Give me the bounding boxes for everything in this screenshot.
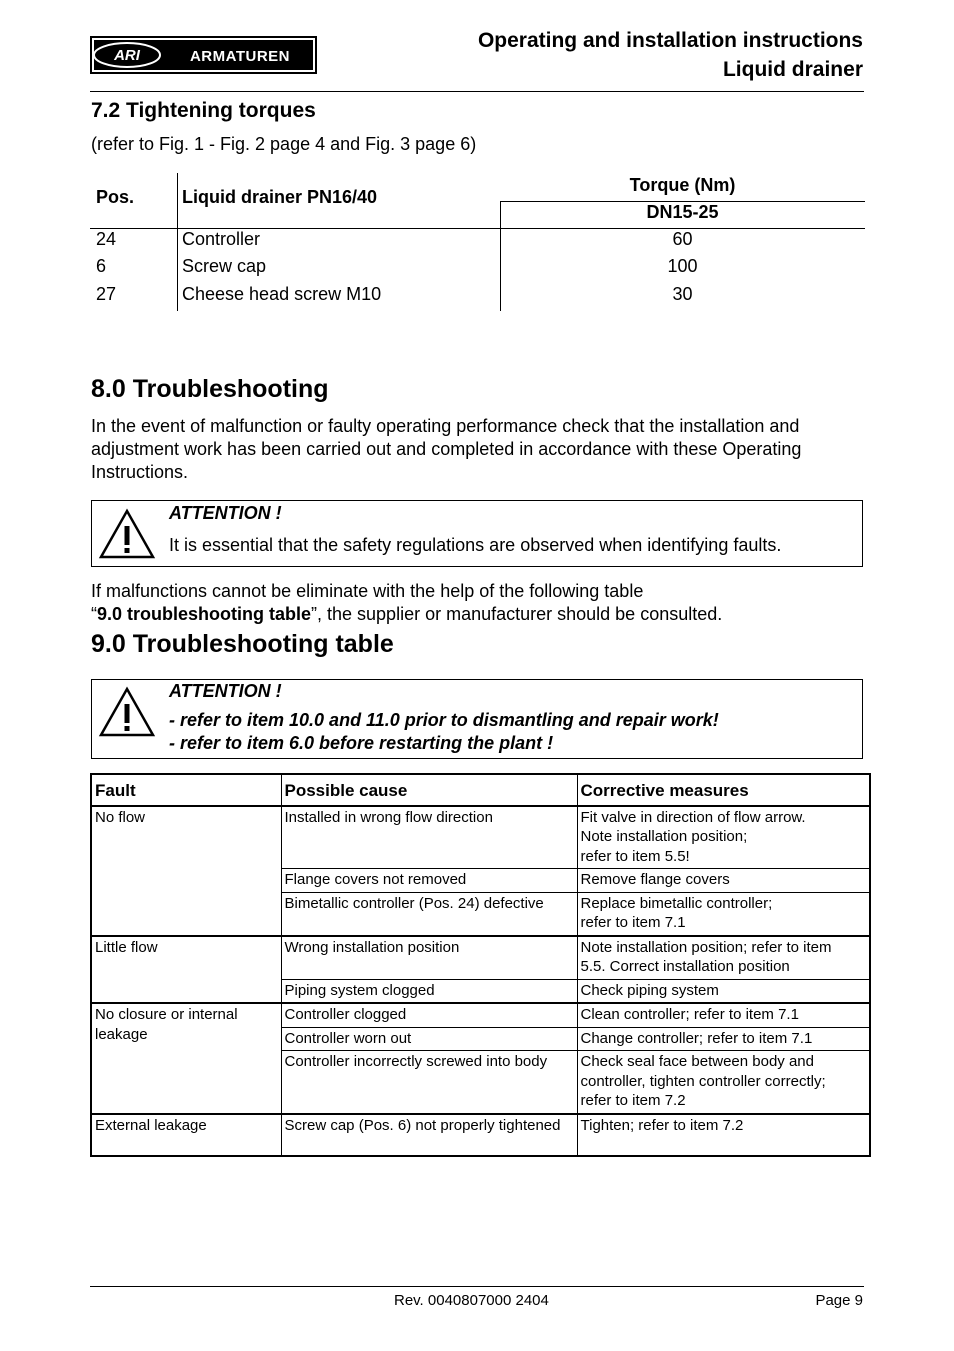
header-rule: [90, 91, 864, 92]
torque-row-part: Cheese head screw M10: [182, 284, 382, 304]
col-fault: Fault: [91, 774, 281, 806]
fault-cell: External leakage: [91, 1114, 281, 1156]
attention-box-repair: [91, 679, 863, 759]
consult-note-line2: “9.0 troubleshooting table”, the supplier or manufacturer should be consulted.: [91, 604, 723, 624]
torque-row-part: Screw cap: [182, 256, 267, 276]
fault-cell: Little flow: [91, 936, 281, 1004]
table-row: [91, 1003, 870, 1027]
measure-cell: Clean controller; refer to item 7.1: [577, 1003, 870, 1027]
footer-rule: [90, 1286, 864, 1287]
document-title-line2: Liquid drainer: [722, 58, 863, 81]
cause-cell: Controller worn out: [281, 1027, 577, 1051]
section-7-2-heading: 7.2 Tightening torques: [91, 99, 316, 122]
cause-cell: Controller incorrectly screwed into body: [281, 1051, 577, 1114]
intro-line: adjustment work has been carried out and completed in accordance with these Operating: [91, 439, 802, 459]
document-title-line1: Operating and installation instructions: [477, 29, 863, 52]
torque-row-value: 100: [667, 256, 698, 276]
cause-cell: Controller clogged: [281, 1003, 577, 1027]
consult-note-line1: If malfunctions cannot be eliminate with the help of the following table: [91, 581, 644, 601]
document-title: [478, 26, 863, 84]
cause-cell: Wrong installation position: [281, 936, 577, 980]
torque-row-value: 60: [672, 229, 693, 249]
cause-cell: Installed in wrong flow direction: [281, 806, 577, 869]
section-8-heading: 8.0 Troubleshooting: [91, 375, 329, 403]
torques-reference: (refer to Fig. 1 - Fig. 2 page 4 and Fig. 3 page 6): [91, 134, 477, 154]
ari-armaturen-logo: [90, 36, 317, 74]
cause-cell: Flange covers not removed: [281, 869, 577, 893]
col-corrective-measures: Corrective measures: [577, 774, 870, 806]
troubleshooting-table: [90, 773, 871, 1157]
torque-row-value: 30: [672, 284, 693, 304]
measure-cell: Replace bimetallic controller; refer to item 7.1: [577, 892, 870, 936]
fault-cell: No closure or internal leakage: [91, 1003, 281, 1114]
measure-cell: Change controller; refer to item 7.1: [577, 1027, 870, 1051]
torque-row-pos: 24: [96, 229, 117, 249]
logo-brand-text: ARMATUREN: [189, 48, 291, 65]
fault-cell: No flow: [91, 806, 281, 936]
torque-row-pos: 27: [96, 284, 117, 304]
measure-cell: Check seal face between body and controller, tighten controller correctly; refer to item 7.2: [577, 1051, 870, 1114]
cause-cell: Bimetallic controller (Pos. 24) defective: [281, 892, 577, 936]
torque-row-pos: 6: [96, 256, 107, 276]
intro-line: In the event of malfunction or faulty operating performance check that the installation and: [91, 416, 800, 436]
torque-col-pos: Pos.: [96, 187, 135, 207]
page-number: Page 9: [815, 1292, 863, 1309]
table-row: [91, 936, 870, 980]
measure-cell: Note installation position; refer to item 5.5. Correct installation position: [577, 936, 870, 980]
col-possible-cause: Possible cause: [281, 774, 577, 806]
attention-title: ATTENTION !: [169, 503, 282, 523]
attention-box-safety: [91, 500, 863, 567]
measure-cell: Remove flange covers: [577, 869, 870, 893]
torque-col-drainer: Liquid drainer PN16/40: [182, 187, 378, 207]
attention-line: - refer to item 6.0 before restarting the plant !: [169, 733, 554, 753]
table-header-row: [91, 774, 870, 806]
measure-cell: Fit valve in direction of flow arrow. Note installation position; refer to item 5.5!: [577, 806, 870, 869]
table-reference: 9.0 troubleshooting table: [97, 604, 312, 624]
torque-col-size: DN15-25: [646, 202, 719, 222]
measure-cell: Tighten; refer to item 7.2: [577, 1114, 870, 1156]
measure-cell: Check piping system: [577, 979, 870, 1003]
consult-note: [91, 580, 722, 626]
table-row: [91, 806, 870, 869]
cause-cell: Screw cap (Pos. 6) not properly tightened: [281, 1114, 577, 1156]
attention-title: ATTENTION !: [169, 681, 282, 701]
attention-text: It is essential that the safety regulations are observed when identifying faults.: [169, 535, 782, 555]
torque-col-torque: Torque (Nm): [629, 175, 736, 195]
table-row: [91, 1114, 870, 1156]
torque-table: [90, 173, 865, 311]
troubleshooting-intro: [91, 415, 801, 484]
intro-line: Instructions.: [91, 462, 189, 482]
section-9-heading: 9.0 Troubleshooting table: [91, 630, 394, 658]
warning-triangle-icon: [98, 508, 156, 560]
attention-line: - refer to item 10.0 and 11.0 prior to dismantling and repair work!: [169, 710, 719, 730]
warning-triangle-icon: [98, 686, 156, 738]
cause-cell: Piping system clogged: [281, 979, 577, 1003]
logo-ari-text: ARI: [114, 47, 140, 64]
revision-number: Rev. 0040807000 2404: [394, 1292, 549, 1309]
torque-row-part: Controller: [182, 229, 261, 249]
